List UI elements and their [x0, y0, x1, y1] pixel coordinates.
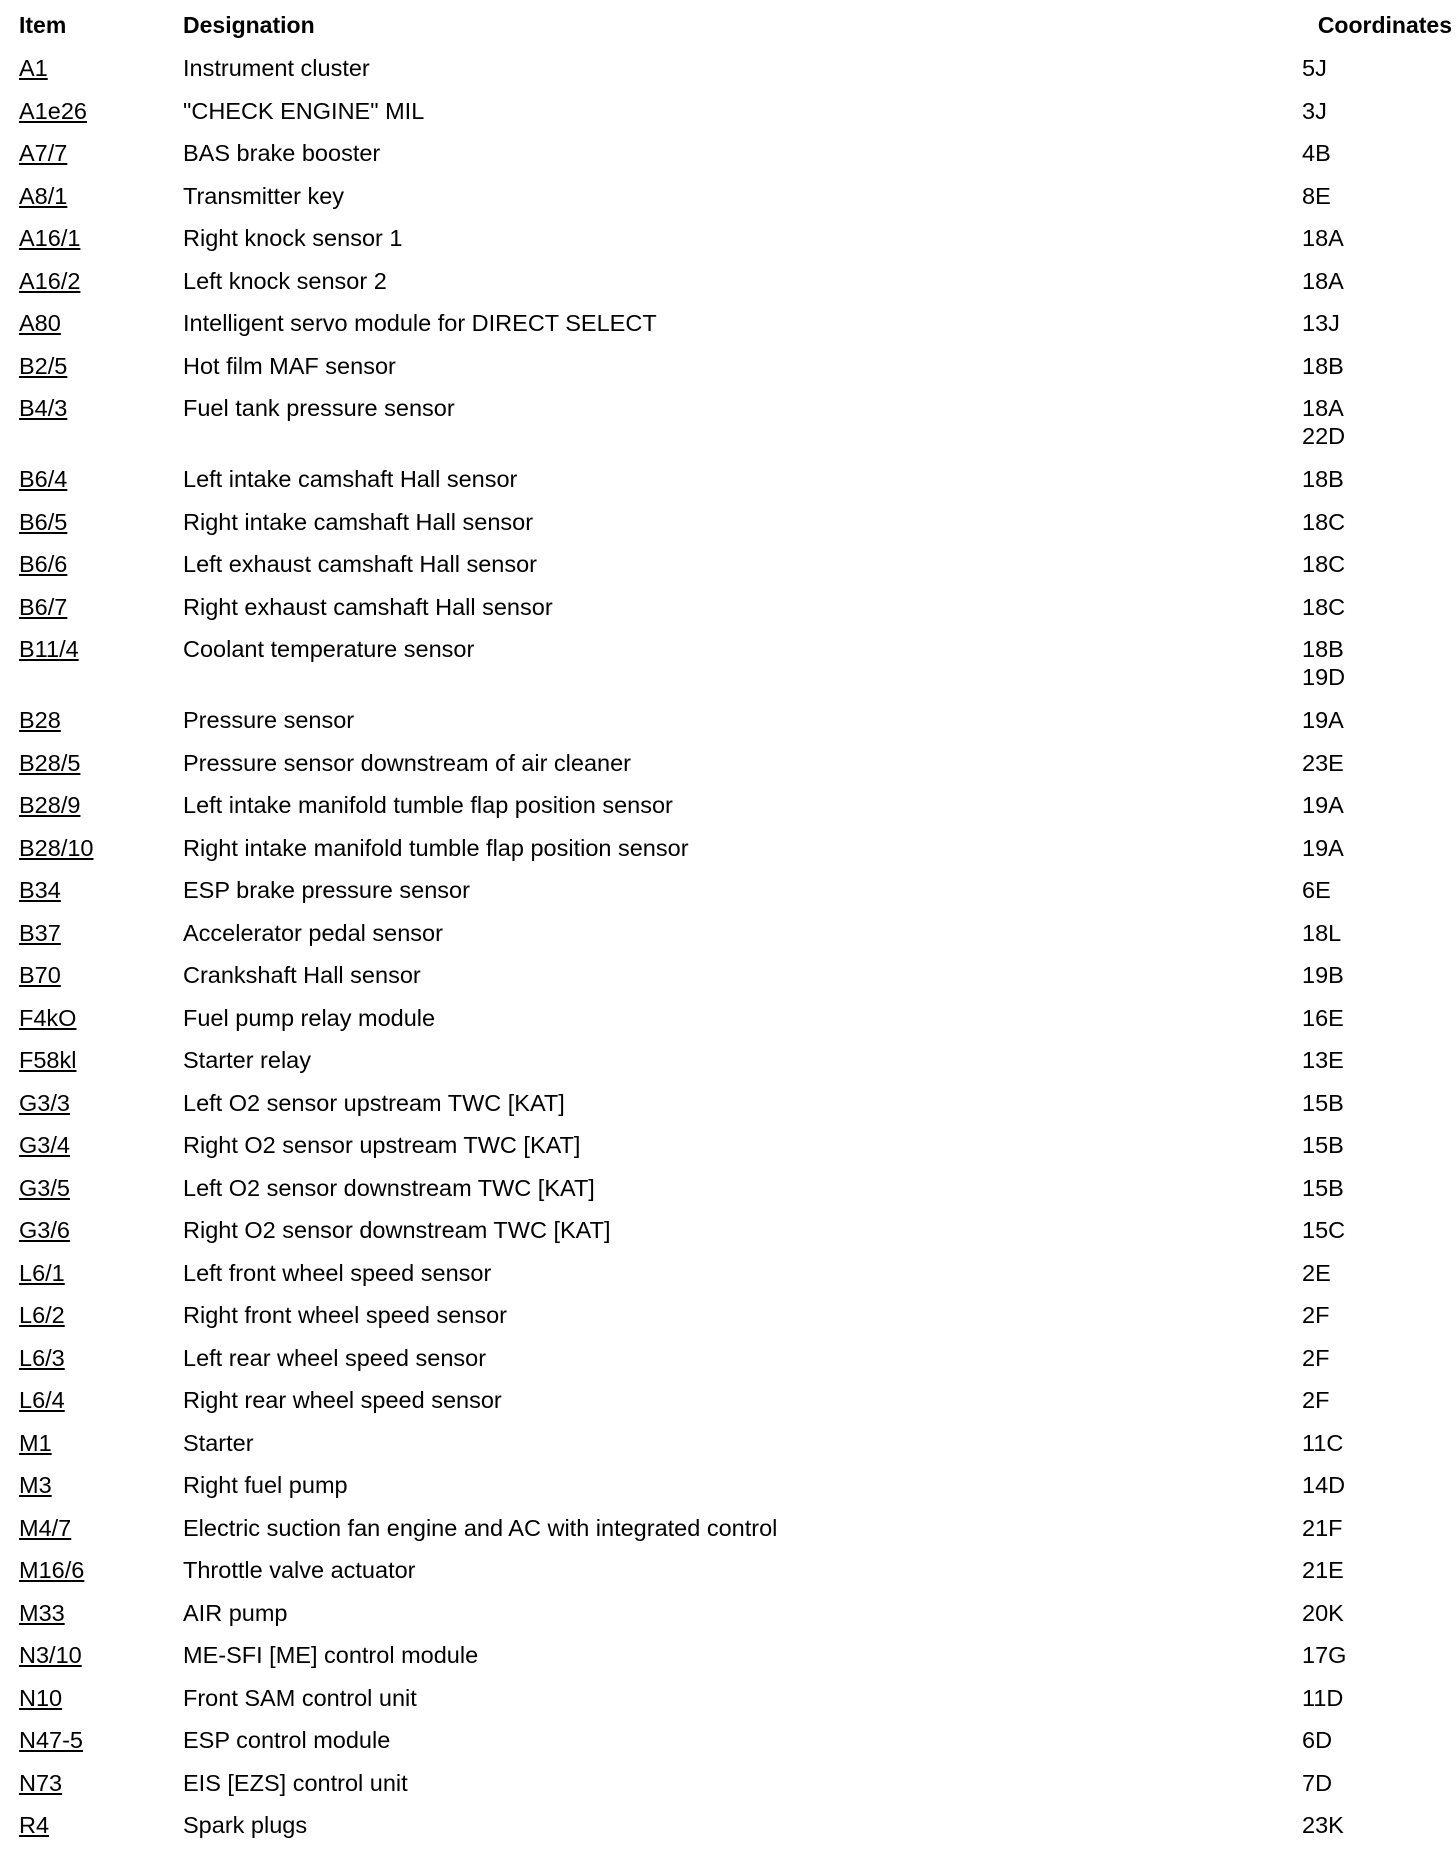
designation-text: Starter relay — [183, 1047, 311, 1073]
coordinates-text: 14D — [1302, 1472, 1346, 1498]
coordinates-text: 18A — [1302, 267, 1344, 294]
item-link[interactable]: B11/4 — [19, 636, 79, 662]
coordinates-text: 2F — [1302, 1344, 1330, 1371]
designation-text: EIS [EZS] control unit — [183, 1769, 408, 1796]
designation-text: Coolant temperature sensor — [183, 636, 475, 662]
table-row — [0, 1083, 1456, 1126]
designation-text: Left front wheel speed sensor — [183, 1259, 492, 1286]
item-link[interactable]: R4 — [19, 1812, 50, 1838]
item-link[interactable]: B70 — [19, 962, 61, 988]
designation-text: Crankshaft Hall sensor — [183, 962, 421, 988]
coordinates-text: 18B — [1302, 466, 1344, 492]
designation-text: Right rear wheel speed sensor — [183, 1387, 502, 1413]
designation-text: Pressure sensor downstream of air cleaner — [183, 749, 632, 776]
table-row — [0, 459, 1456, 502]
coordinates-text: 6D — [1302, 1727, 1333, 1753]
coordinates-text: 16E — [1302, 1004, 1344, 1031]
item-link[interactable]: A1 — [19, 55, 48, 81]
designation-text: Spark plugs — [183, 1812, 308, 1838]
item-link[interactable]: N73 — [19, 1769, 63, 1796]
coordinates-text: 11C — [1302, 1429, 1344, 1456]
item-link[interactable]: N47-5 — [19, 1727, 84, 1753]
coordinates-text: 17G — [1302, 1642, 1347, 1668]
item-link[interactable]: G3/4 — [19, 1132, 70, 1158]
table-row — [0, 91, 1456, 134]
item-link[interactable]: A80 — [19, 310, 61, 336]
designation-text: Right O2 sensor upstream TWC [KAT] — [183, 1132, 581, 1158]
table-row — [0, 388, 1456, 459]
designation-text: Left knock sensor 2 — [183, 267, 387, 294]
table-row — [0, 828, 1456, 871]
table-row — [0, 218, 1456, 261]
item-link[interactable]: G3/5 — [19, 1174, 70, 1201]
designation-text: Right intake manifold tumble flap position sensor — [183, 834, 689, 861]
item-link[interactable]: L6/2 — [19, 1302, 65, 1328]
item-link[interactable]: B34 — [19, 877, 61, 903]
designation-text: Hot film MAF sensor — [183, 352, 396, 379]
designation-text: Pressure sensor — [183, 707, 355, 733]
coordinates-text: 15B — [1302, 1132, 1344, 1158]
table-row — [0, 700, 1456, 743]
coordinates-text: 2F — [1302, 1302, 1330, 1328]
item-link[interactable]: B2/5 — [19, 352, 68, 379]
item-link[interactable]: N3/10 — [19, 1642, 82, 1668]
designation-text: Right fuel pump — [183, 1472, 348, 1498]
coordinates-text: 23K — [1302, 1812, 1344, 1838]
coordinates-text: 19A — [1302, 707, 1344, 733]
table-row — [0, 1423, 1456, 1466]
table-row — [0, 544, 1456, 587]
designation-text: Left O2 sensor upstream TWC [KAT] — [183, 1089, 565, 1116]
table-row — [0, 1805, 1456, 1848]
item-link[interactable]: A16/1 — [19, 225, 81, 251]
table-row — [0, 1210, 1456, 1253]
coordinates-text: 5J — [1302, 55, 1327, 81]
table-row — [0, 1338, 1456, 1381]
coordinates-text: 18B — [1302, 352, 1344, 379]
table-row — [0, 303, 1456, 346]
coordinates-text: 13E — [1302, 1047, 1344, 1073]
designation-text: Electric suction fan engine and AC with integrated control — [183, 1514, 778, 1541]
item-link[interactable]: B6/7 — [19, 593, 68, 620]
item-link[interactable]: F58kl — [19, 1047, 77, 1073]
designation-text: Transmitter key — [183, 182, 345, 209]
designation-text: Left exhaust camshaft Hall sensor — [183, 551, 537, 577]
coordinates-text: 18C — [1302, 508, 1346, 535]
table-row — [0, 629, 1456, 700]
table-row — [0, 502, 1456, 545]
item-link[interactable]: G3/3 — [19, 1089, 70, 1116]
item-link[interactable]: B28 — [19, 707, 61, 733]
item-link[interactable]: M1 — [19, 1429, 52, 1456]
designation-text: Starter — [183, 1429, 254, 1456]
designation-text: Left intake camshaft Hall sensor — [183, 466, 518, 492]
table-row — [0, 1550, 1456, 1593]
designation-text: Fuel tank pressure sensor — [183, 395, 455, 421]
table-row — [0, 1380, 1456, 1423]
designation-text: "CHECK ENGINE" MIL — [183, 97, 425, 124]
coordinates-text: 15B — [1302, 1089, 1344, 1116]
item-link[interactable]: A7/7 — [19, 140, 68, 166]
designation-text: Right intake camshaft Hall sensor — [183, 508, 534, 535]
table-row — [0, 48, 1456, 91]
table-row — [0, 1125, 1456, 1168]
coordinates-text: 18L — [1302, 919, 1342, 946]
item-link[interactable]: B6/6 — [19, 551, 68, 577]
designation-text: Throttle valve actuator — [183, 1557, 416, 1583]
table-row — [0, 1678, 1456, 1721]
table-row — [0, 1168, 1456, 1211]
table-row — [0, 1295, 1456, 1338]
coordinates-text: 21F — [1302, 1514, 1343, 1541]
table-row — [0, 1635, 1456, 1678]
coordinates-text: 2E — [1302, 1259, 1331, 1286]
designation-text: Left intake manifold tumble flap position sensor — [183, 792, 673, 818]
designation-text: ME-SFI [ME] control module — [183, 1642, 479, 1668]
item-link[interactable]: M16/6 — [19, 1557, 85, 1583]
table-row — [0, 1593, 1456, 1636]
designation-text: Left rear wheel speed sensor — [183, 1344, 487, 1371]
coordinates-text: 18B 19D — [1302, 636, 1346, 690]
table-row — [0, 1253, 1456, 1296]
coordinates-text: 18A 22D — [1302, 395, 1346, 449]
designation-text: Right front wheel speed sensor — [183, 1302, 507, 1328]
coordinates-text: 20K — [1302, 1599, 1344, 1626]
coordinates-text: 13J — [1302, 310, 1340, 336]
designation-text: Right O2 sensor downstream TWC [KAT] — [183, 1217, 611, 1243]
table-row — [0, 346, 1456, 389]
designation-text: Instrument cluster — [183, 55, 370, 81]
table-row — [0, 913, 1456, 956]
designation-text: Intelligent servo module for DIRECT SELECT — [183, 310, 657, 336]
item-link[interactable]: A16/2 — [19, 267, 81, 294]
designation-text: Left O2 sensor downstream TWC [KAT] — [183, 1174, 595, 1201]
item-link[interactable]: B37 — [19, 919, 61, 946]
item-link[interactable]: L6/1 — [19, 1259, 65, 1286]
item-link[interactable]: B28/9 — [19, 792, 81, 818]
coordinates-text: 19A — [1302, 834, 1344, 861]
designation-text: Fuel pump relay module — [183, 1004, 436, 1031]
coordinates-text: 3J — [1302, 97, 1327, 124]
item-link[interactable]: B4/3 — [19, 395, 68, 421]
coordinates-text: 4B — [1302, 140, 1331, 166]
coordinates-text: 6E — [1302, 877, 1331, 903]
table-row — [0, 261, 1456, 304]
item-link[interactable]: M4/7 — [19, 1514, 72, 1541]
header-coordinates: Coordinates — [1317, 12, 1452, 38]
item-link[interactable]: M3 — [19, 1472, 52, 1498]
item-link[interactable]: L6/3 — [19, 1344, 65, 1371]
table-row — [0, 176, 1456, 219]
coordinates-text: 19A — [1302, 792, 1344, 818]
table-row — [0, 1720, 1456, 1763]
designation-text: AIR pump — [183, 1599, 288, 1626]
table-row — [0, 587, 1456, 630]
coordinates-text: 18C — [1302, 593, 1346, 620]
table-row — [0, 955, 1456, 998]
coordinates-text: 18A — [1302, 225, 1344, 251]
item-link[interactable]: A8/1 — [19, 182, 68, 209]
item-link[interactable]: B6/4 — [19, 466, 68, 492]
item-link[interactable]: A1e26 — [19, 97, 87, 124]
table-row — [0, 133, 1456, 176]
table-row — [0, 1040, 1456, 1083]
table-row — [0, 785, 1456, 828]
designation-text: Right knock sensor 1 — [183, 225, 403, 251]
designation-text: Right exhaust camshaft Hall sensor — [183, 593, 553, 620]
item-link[interactable]: B28/10 — [19, 834, 94, 861]
coordinates-text: 2F — [1302, 1387, 1330, 1413]
table-row — [0, 998, 1456, 1041]
table-row — [0, 1763, 1456, 1806]
coordinates-text: 7D — [1302, 1769, 1333, 1796]
designation-text: Accelerator pedal sensor — [183, 919, 443, 946]
table-row — [0, 1508, 1456, 1551]
header-item: Item — [19, 12, 67, 38]
coordinates-text: 15C — [1302, 1217, 1346, 1243]
coordinates-text: 23E — [1302, 749, 1344, 776]
designation-text: ESP control module — [183, 1727, 391, 1753]
table-row — [0, 1465, 1456, 1508]
item-link[interactable]: B28/5 — [19, 749, 81, 776]
coordinates-text: 11D — [1302, 1684, 1344, 1711]
item-link[interactable]: L6/4 — [19, 1387, 65, 1413]
table-row — [0, 743, 1456, 786]
item-link[interactable]: M33 — [19, 1599, 65, 1626]
coordinates-text: 19B — [1302, 962, 1344, 988]
coordinates-text: 15B — [1302, 1174, 1344, 1201]
coordinates-text: 18C — [1302, 551, 1346, 577]
item-link[interactable]: F4kO — [19, 1004, 77, 1031]
item-link[interactable]: G3/6 — [19, 1217, 70, 1243]
header-designation: Designation — [183, 12, 315, 38]
table-header — [0, 12, 1456, 44]
item-link[interactable]: N10 — [19, 1684, 63, 1711]
designation-text: Front SAM control unit — [183, 1684, 417, 1711]
designation-text: BAS brake booster — [183, 140, 381, 166]
item-link[interactable]: B6/5 — [19, 508, 68, 535]
designation-text: ESP brake pressure sensor — [183, 877, 470, 903]
table-row — [0, 870, 1456, 913]
coordinates-text: 21E — [1302, 1557, 1344, 1583]
component-table — [0, 48, 1456, 1848]
coordinates-text: 8E — [1302, 182, 1331, 209]
